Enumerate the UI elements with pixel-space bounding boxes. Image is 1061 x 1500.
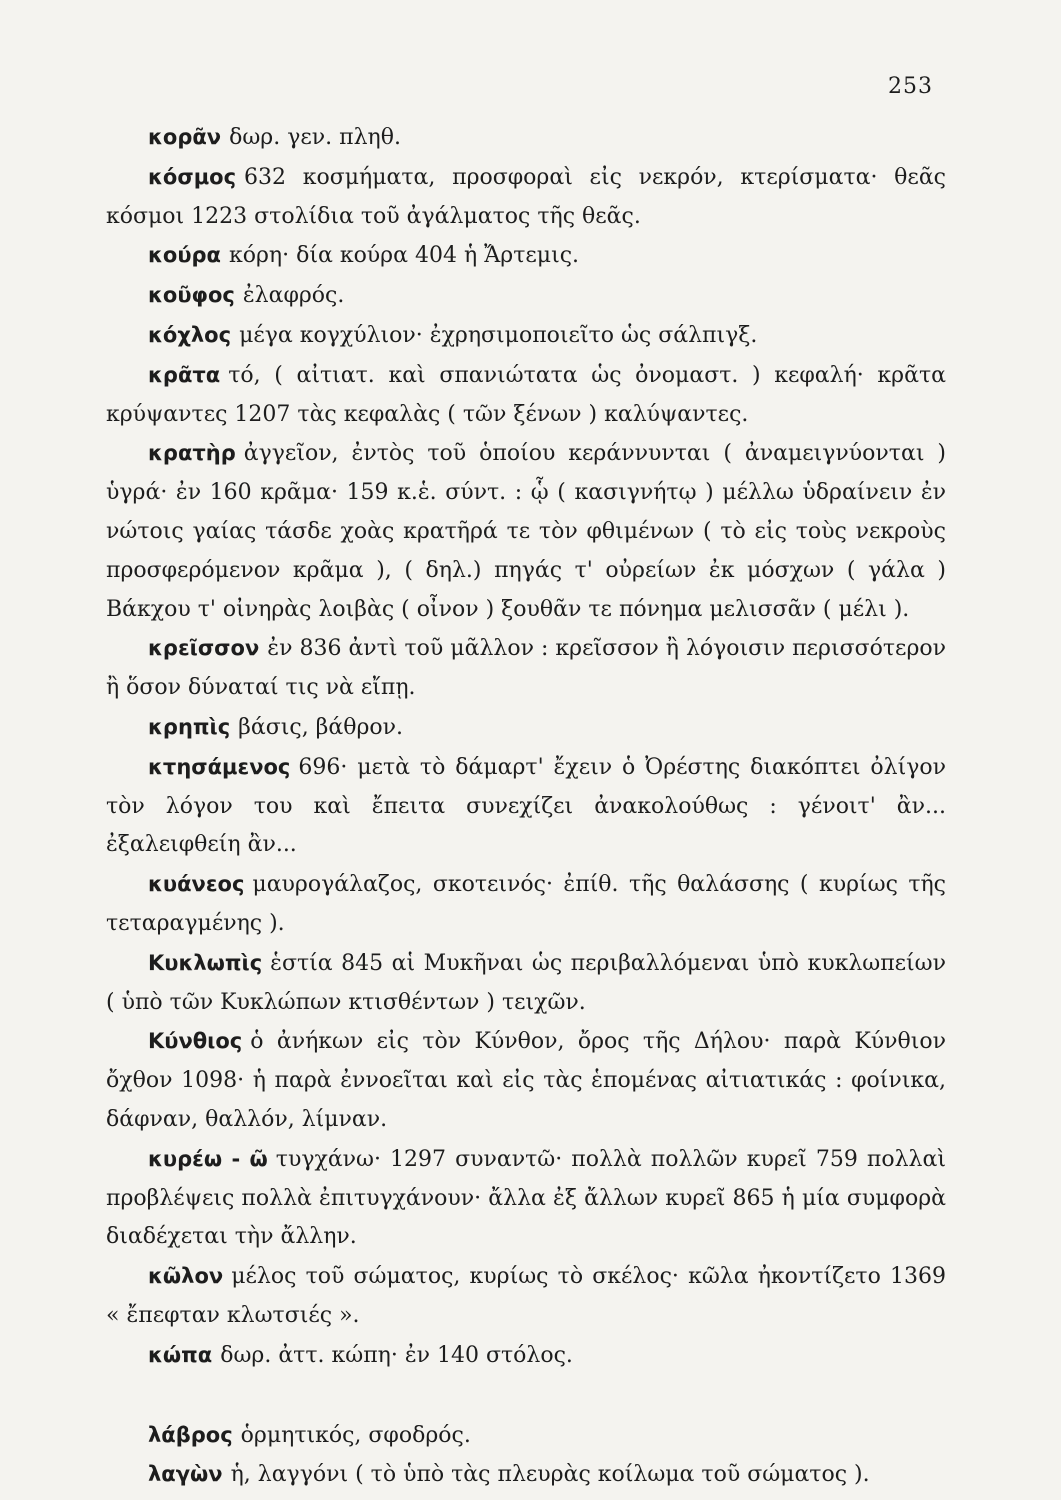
definition: μέλος τοῦ σώματος, κυρίως τὸ σκέλος· κῶλα ἠκοντίζετο 1369 « ἔπεφταν κλωτσιές ». bbox=[106, 1264, 946, 1328]
entry-kyklopis bbox=[106, 944, 946, 1023]
headword: κρᾶτα bbox=[148, 362, 221, 387]
entry-koufos bbox=[106, 276, 946, 316]
page-number: 253 bbox=[888, 74, 933, 99]
headword: κρηπὶς bbox=[148, 714, 231, 739]
entry-kyaneos bbox=[106, 865, 946, 944]
definition: τυγχάνω· 1297 συναντῶ· πολλὰ πολλῶν κυρεῖ 759 πολλαὶ προβλέψεις πολλὰ ἐπιτυγχάνουν· ἄλλα ἐξ ἄλλων κυρεῖ 865 ἡ μία συμφορὰ διαδέχεται τὴν ἄλλην. bbox=[106, 1146, 946, 1250]
definition: ἐλαφρός. bbox=[242, 283, 345, 309]
definition: τό, ( αἰτιατ. καὶ σπανιώτατα ὡς ὀνομαστ. ) κεφαλή· κρᾶτα κρύψαντες 1207 τὰς κεφαλὰς ( τῶν ξένων ) καλύψαντες. bbox=[106, 362, 946, 427]
entry-kreisson bbox=[106, 629, 946, 708]
headword: Κύνθιος bbox=[148, 1029, 243, 1054]
entry-kyreo bbox=[106, 1140, 946, 1257]
entry-lagon bbox=[106, 1455, 946, 1495]
definition: ὁ ἀνήκων εἰς τὸν Κύνθον, ὄρος τῆς Δήλου· παρὰ Κύνθιον ὄχθον 1098· ἡ παρὰ ἐννοεῖται καὶ εἰς τὰς ἑπομένας αἰτιατικάς : φοίνικα, δάφναν, θαλλόν, λίμναν. bbox=[106, 1029, 946, 1132]
definition: μέγα κογχύλιον· ἐχρησιμοποιεῖτο ὡς σάλπιγξ. bbox=[239, 322, 758, 348]
headword: κυρέω - ῶ bbox=[148, 1146, 268, 1171]
entry-kopa bbox=[106, 1336, 946, 1376]
entry-kosmos bbox=[106, 158, 946, 237]
headword: κυάνεος bbox=[148, 872, 245, 897]
definition: μαυρογάλαζος, σκοτεινός· ἐπίθ. τῆς θαλάσσης ( κυρίως τῆς τεταραγμένης ). bbox=[106, 872, 946, 936]
headword: Κυκλωπὶς bbox=[148, 950, 263, 975]
definition: ἐν 836 ἀντὶ τοῦ μᾶλλον : κρεῖσσον ἢ λόγοισιν περισσότερον ἢ ὅσον δύναταί τις νὰ εἴπῃ. bbox=[106, 636, 946, 701]
headword: κούρα bbox=[148, 243, 221, 268]
definition: ὁρμητικός, σφοδρός. bbox=[240, 1422, 471, 1448]
headword: κόχλος bbox=[148, 322, 232, 347]
entry-krepis bbox=[106, 708, 946, 748]
definition: δωρ. ἀττ. κώπη· ἐν 140 στόλος. bbox=[220, 1342, 573, 1368]
entry-koura bbox=[106, 236, 946, 276]
headword: κώπα bbox=[148, 1342, 213, 1367]
entry-kochlos bbox=[106, 316, 946, 356]
glossary-entries bbox=[106, 118, 946, 1495]
headword: κοῦφος bbox=[148, 283, 235, 308]
definition: κόρη· δία κούρα 404 ἡ Ἄρτεμις. bbox=[229, 243, 580, 269]
entry-krater bbox=[106, 434, 946, 629]
headword: κτησάμενος bbox=[148, 754, 291, 779]
entry-lavros bbox=[106, 1416, 946, 1456]
definition: ἀγγεῖον, ἐντὸς τοῦ ὁποίου κεράννυνται ( ἀναμειγνύονται ) ὑγρά· ἐν 160 κρᾶμα· 159 κ.ἑ. σύντ. : ᾧ ( κασιγνήτῳ ) μέλλω ὑδραίνειν ἐν νώτοις γαίας τάσδε χοὰς κρατῆρά τε τὸν φθιμένων ( τὸ εἰς τοὺς νεκροὺς προσφερόμενον κρᾶμα ), ( δηλ.) πηγάς τ' οὐρείων ἐκ μόσχων ( γάλα ) Βάκχου τ' οἰνηρὰς λοιβὰς ( οἶνον ) ξουθᾶν τε πόνημα μελισσᾶν ( μέλι ). bbox=[106, 441, 946, 622]
entry-kynthios bbox=[106, 1022, 946, 1139]
headword: λαγὼν bbox=[148, 1462, 223, 1487]
headword: κρεῖσσον bbox=[148, 636, 260, 661]
entry-kolon bbox=[106, 1257, 946, 1336]
headword: κόσμος bbox=[148, 164, 237, 189]
headword: κρατὴρ bbox=[148, 441, 236, 466]
entry-krata bbox=[106, 356, 946, 435]
headword: λάβρος bbox=[148, 1422, 233, 1447]
definition: 632 κοσμήματα, προσφοραὶ εἰς νεκρόν, κτερίσματα· θεᾶς κόσμοι 1223 στολίδια τοῦ ἀγάλματος τῆς θεᾶς. bbox=[106, 164, 946, 229]
headword: κορᾶν bbox=[148, 125, 222, 149]
entry-ktesamenos bbox=[106, 748, 946, 865]
definition: ἡ, λαγγόνι ( τὸ ὑπὸ τὰς πλευρὰς κοίλωμα τοῦ σώματος ). bbox=[230, 1462, 870, 1488]
entry-koran bbox=[106, 118, 946, 158]
definition: ἑστία 845 αἱ Μυκῆναι ὡς περιβαλλόμεναι ὑπὸ κυκλωπείων ( ὑπὸ τῶν Κυκλώπων κτισθέντων ) τειχῶν. bbox=[106, 950, 946, 1015]
definition: βάσις, βάθρον. bbox=[238, 714, 404, 740]
definition: 696· μετὰ τὸ δάμαρτ' ἔχειν ὁ Ὀρέστης διακόπτει ὀλίγον τὸν λόγον του καὶ ἔπειτα συνεχίζει ἀνακολούθως : γένοιτ' ἂν... ἐξαλειφθείη ἂν... bbox=[106, 754, 946, 858]
definition: δωρ. γεν. πληθ. bbox=[229, 125, 401, 150]
headword: κῶλον bbox=[148, 1264, 224, 1289]
